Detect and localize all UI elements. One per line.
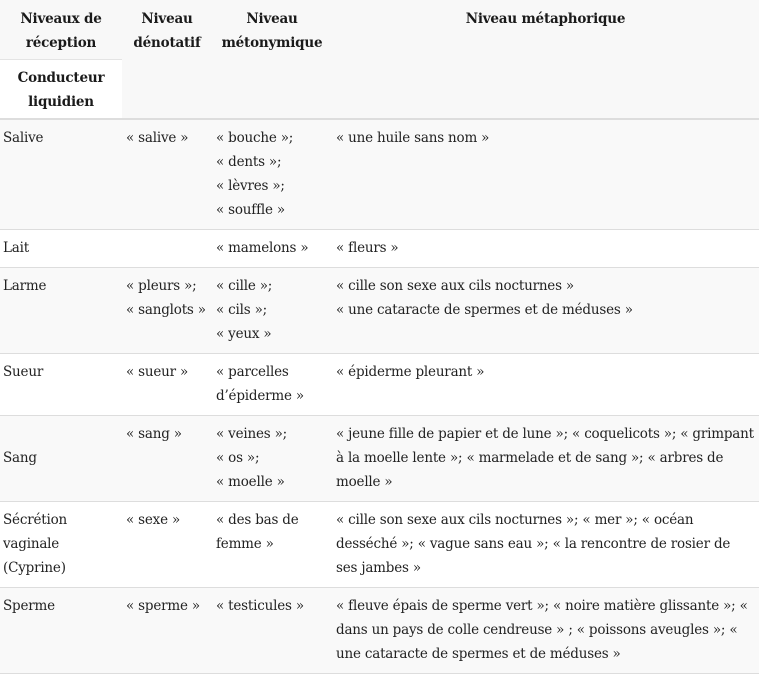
- table-row: [0, 588, 759, 674]
- metonymique-term: « mamelons »: [216, 240, 309, 256]
- table-row: [0, 268, 759, 354]
- metaphorique-term: « épiderme pleurant »: [336, 364, 485, 380]
- metonymique-term: « testicules »: [216, 598, 304, 614]
- cell-metonymique: [212, 588, 332, 674]
- cell-conducteur: Sang: [0, 416, 122, 502]
- cell-metaphorique: [332, 588, 759, 674]
- metaphorique-term: « fleurs »: [336, 240, 399, 256]
- metonymique-term: « os »;: [216, 450, 260, 466]
- table-header: [0, 0, 759, 119]
- denotatif-term: « sanglots »: [126, 302, 206, 318]
- metaphorique-term: « jeune fille de papier et de lune »; « coquelicots »; « grimpant à la moelle lente »; « marmelade et de sang »; « arbres de moelle »: [336, 426, 754, 490]
- cell-conducteur: Sperme: [0, 588, 122, 674]
- denotatif-term: « sang »: [126, 426, 182, 442]
- cell-denotatif: [122, 416, 212, 502]
- cell-metaphorique: [332, 268, 759, 354]
- cell-metonymique: [212, 502, 332, 588]
- cell-conducteur: Sueur: [0, 354, 122, 416]
- metonymique-term: « bouche »;: [216, 130, 294, 146]
- cell-metonymique: [212, 268, 332, 354]
- table-row: [0, 502, 759, 588]
- denotatif-term: « salive »: [126, 130, 189, 146]
- cell-metaphorique: [332, 416, 759, 502]
- header-niveau-metaphorique: Niveau métaphorique: [332, 0, 759, 119]
- cell-metonymique: [212, 119, 332, 230]
- header-niveaux-reception: Niveaux de réception: [0, 0, 122, 60]
- table-row: [0, 119, 759, 230]
- header-niveau-metonymique: Niveau métonymique: [212, 0, 332, 119]
- metonymique-term: « parcelles d’épiderme »: [216, 364, 304, 404]
- denotatif-term: « sperme »: [126, 598, 200, 614]
- denotatif-term: « sueur »: [126, 364, 189, 380]
- cell-conducteur: Larme: [0, 268, 122, 354]
- table-row: [0, 416, 759, 502]
- metonymique-term: « veines »;: [216, 426, 287, 442]
- cell-denotatif: [122, 502, 212, 588]
- cell-metonymique: [212, 230, 332, 268]
- table-row: [0, 230, 759, 268]
- cell-metonymique: [212, 416, 332, 502]
- cell-denotatif: [122, 588, 212, 674]
- cell-metaphorique: [332, 502, 759, 588]
- denotatif-term: « sexe »: [126, 512, 181, 528]
- metonymique-term: « yeux »: [216, 326, 272, 342]
- metonymique-term: « lèvres »;: [216, 178, 285, 194]
- cell-conducteur: Sécrétion vaginale (Cyprine): [0, 502, 122, 588]
- denotatif-term: « pleurs »;: [126, 278, 197, 294]
- cell-metonymique: [212, 354, 332, 416]
- metaphorique-term: « fleuve épais de sperme vert »; « noire matière glissante »; « dans un pays de colle cendreuse » ; « poissons aveugles »; « une cataracte de spermes et de méduses »: [336, 598, 748, 662]
- cell-denotatif: [122, 268, 212, 354]
- cell-metaphorique: [332, 119, 759, 230]
- metaphorique-term: « une cataracte de spermes et de méduses »: [336, 302, 633, 318]
- header-conducteur-liquidien: Conducteur liquidien: [0, 60, 122, 120]
- cell-metaphorique: [332, 230, 759, 268]
- table-row: [0, 354, 759, 416]
- metonymique-term: « cils »;: [216, 302, 267, 318]
- header-niveau-denotatif: Niveau dénotatif: [122, 0, 212, 119]
- table-body: [0, 119, 759, 674]
- metaphorique-term: « cille son sexe aux cils nocturnes »: [336, 278, 574, 294]
- metonymique-term: « cille »;: [216, 278, 273, 294]
- cell-conducteur: Lait: [0, 230, 122, 268]
- metonymique-term: « dents »;: [216, 154, 282, 170]
- metonymique-term: « des bas de femme »: [216, 512, 299, 552]
- cell-denotatif: [122, 119, 212, 230]
- metonymique-term: « moelle »: [216, 474, 285, 490]
- cell-denotatif: [122, 354, 212, 416]
- cell-denotatif: [122, 230, 212, 268]
- cell-conducteur: Salive: [0, 119, 122, 230]
- metonymique-term: « souffle »: [216, 202, 285, 218]
- metaphorique-term: « cille son sexe aux cils nocturnes »; « mer »; « océan desséché »; « vague sans eau »; « la rencontre de rosier de ses jambes »: [336, 512, 731, 576]
- cell-metaphorique: [332, 354, 759, 416]
- metaphorique-term: « une huile sans nom »: [336, 130, 490, 146]
